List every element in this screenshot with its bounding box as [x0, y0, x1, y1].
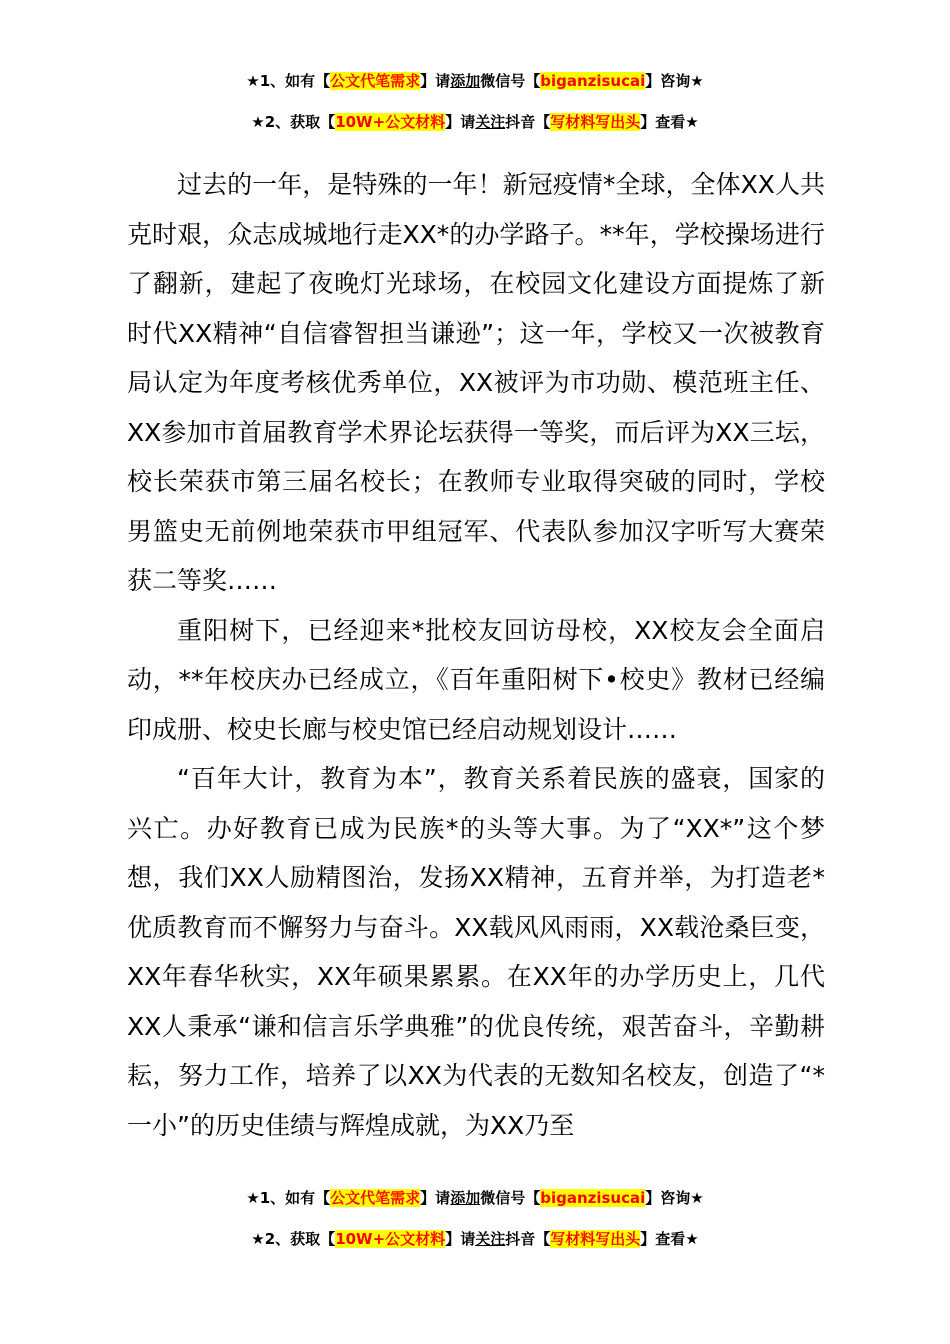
promo-underlined: 添加 [450, 72, 481, 90]
promo-underlined: 添加 [450, 1189, 481, 1207]
promo-suffix: 】咨询★ [645, 72, 704, 90]
header-promo-line-1 [0, 70, 950, 92]
promo-text: 】请 [445, 113, 476, 131]
promo-text: 】请 [420, 72, 451, 90]
promo-douyin-id: 写材料写出头 [550, 113, 641, 131]
promo-highlight: 公文代笔需求 [330, 1189, 421, 1207]
paragraph: “百年大计，教育为本”，教育关系着民族的盛衰，国家的兴亡。办好教育已成为民族*的头等大事。为了“XX*”这个梦想，我们XX人励精图治，发扬XX精神，五育并举，为打造老*优质教育而不懈努力与奋斗。XX载风风雨雨，XX载沧桑巨变，XX年春华秋实，XX年硕果累累。在XX年的办学历史上，几代XX人秉承“谦和信言乐学典雅”的优良传统，艰苦奋斗，辛勤耕耘，努力工作，培养了以XX为代表的无数知名校友，创造了“*一小”的历史佳绩与辉煌成就，为XX乃至 [127, 764, 825, 1140]
promo-prefix: ★2、获取【 [251, 1230, 336, 1248]
promo-prefix: ★2、获取【 [251, 113, 336, 131]
promo-highlight: 10W+公文材料 [335, 1230, 446, 1248]
promo-highlight: 公文代笔需求 [330, 72, 421, 90]
document-body [127, 160, 825, 1150]
promo-suffix: 】查看★ [640, 113, 699, 131]
promo-underlined: 关注 [475, 1230, 506, 1248]
promo-suffix: 】咨询★ [645, 1189, 704, 1207]
footer-promo-line-2 [0, 1228, 950, 1250]
paragraph: 重阳树下，已经迎来*批校友回访母校，XX校友会全面启动，**年校庆办已经成立，《百年重阳树下•校史》教材已经编印成册、校史长廊与校史馆已经启动规划设计…… [127, 615, 825, 744]
promo-wechat-id: biganzisucai [540, 72, 646, 90]
promo-prefix: ★1、如有【 [246, 72, 331, 90]
promo-highlight: 10W+公文材料 [335, 113, 446, 131]
promo-text: 】请 [420, 1189, 451, 1207]
promo-douyin-id: 写材料写出头 [550, 1230, 641, 1248]
promo-text: 】请 [445, 1230, 476, 1248]
promo-text: 微信号【 [480, 72, 541, 90]
footer-promo-line-1 [0, 1187, 950, 1209]
promo-suffix: 】查看★ [640, 1230, 699, 1248]
promo-text: 微信号【 [480, 1189, 541, 1207]
paragraph: 过去的一年，是特殊的一年！新冠疫情*全球，全体XX人共克时艰，众志成城地行走XX*的办学路子。**年，学校操场进行了翻新，建起了夜晚灯光球场，在校园文化建设方面提炼了新时代XX精神“自信睿智担当谦逊”；这一年，学校又一次被教育局认定为年度考核优秀单位，XX被评为市功勋、模范班主任、XX参加市首届教育学术界论坛获得一等奖，而后评为XX三坛，校长荣获市第三届名校长；在教师专业取得突破的同时，学校男篮史无前例地荣获市甲组冠军、代表队参加汉字听写大赛荣获二等奖…… [127, 170, 825, 595]
promo-text: 抖音【 [505, 113, 551, 131]
promo-text: 抖音【 [505, 1230, 551, 1248]
header-promo-line-2 [0, 111, 950, 133]
promo-prefix: ★1、如有【 [246, 1189, 331, 1207]
promo-underlined: 关注 [475, 113, 506, 131]
promo-wechat-id: biganzisucai [540, 1189, 646, 1207]
